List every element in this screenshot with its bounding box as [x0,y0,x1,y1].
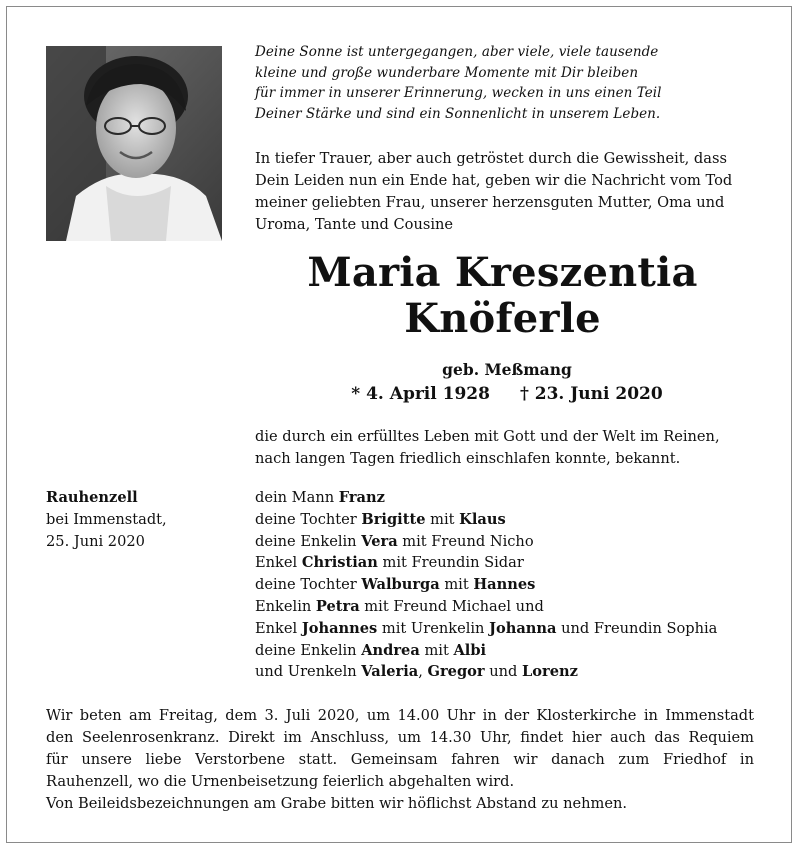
service-text [46,705,754,815]
mourner-text: mit [425,510,460,528]
mourner-line [255,552,785,574]
service-line: für unsere liebe Verstorbene statt. Gemeinsam fahren wir danach zum Friedhof in [46,751,754,768]
closing-line: die durch ein erfülltes Leben mit Gott und der Welt im Reinen, [255,428,720,445]
birth-date: * 4. April 1928 [351,384,490,404]
death-date: † 23. Juni 2020 [519,384,663,404]
mourner-line [255,640,785,662]
mourners-list [255,487,785,683]
mourner-text: deine Enkelin [255,641,362,659]
mourner-text: deine Tochter [255,510,362,528]
mourner-line [255,531,785,553]
mourner-line [255,574,785,596]
deceased-name [230,250,775,342]
poem-line: Deine Sonne ist untergegangen, aber viele, viele tausende [255,44,659,60]
mourner-text: deine Enkelin [255,532,362,550]
mourner-name: Hannes [473,576,536,594]
mourner-text: Enkel [255,554,302,572]
intro-line: Uroma, Tante und Cousine [255,216,454,233]
mourner-name: Petra [315,597,360,615]
memorial-poem [255,42,735,124]
mourner-line [255,596,785,618]
place-and-date [46,487,246,553]
closing-line: nach langen Tagen friedlich einschlafen konnte, bekannt. [255,450,681,467]
mourner-line [255,661,785,683]
mourner-line [255,487,785,509]
place-town: Rauhenzell [46,489,138,506]
service-line: Von Beileidsbezeichnungen am Grabe bitten wir höflichst Abstand zu nehmen. [46,795,628,812]
mourner-text: mit [419,641,454,659]
mourner-text: mit Urenkelin [377,619,490,637]
service-line: Rauhenzell, wo die Urnenbeisetzung feierlich abgehalten wird. [46,773,515,790]
mourner-name: Walburga [361,576,440,594]
mourner-name: Brigitte [361,510,426,528]
mourner-name: Johanna [489,619,557,637]
mourner-name: Gregor [427,663,485,681]
mourner-text: und Freundin Sophia [556,619,718,637]
intro-text [255,148,759,236]
mourner-name: Vera [361,532,398,550]
mourner-text: deine Tochter [255,576,362,594]
poem-line: Deiner Stärke und sind ein Sonnenlicht in unserem Leben. [255,105,661,122]
poem-line: kleine und große wunderbare Momente mit Dir bleiben [255,64,639,81]
closing-text [255,426,759,470]
mourner-name: Lorenz [522,663,578,681]
mourner-text: , [418,663,428,681]
intro-line: In tiefer Trauer, aber auch getröstet durch die Gewissheit, dass [255,150,727,167]
service-line: den Seelenrosenkranz. Direkt im Anschluss, um 14.30 Uhr, findet hier auch das Requiem [46,729,754,746]
mourner-name: Klaus [459,510,506,528]
mourner-line [255,509,785,531]
mourner-name: Andrea [361,641,420,659]
portrait-photo [46,46,222,241]
mourner-text: Enkel [255,619,302,637]
mourner-name: Albi [453,641,487,659]
birth-name: geb. Meßmang [442,360,572,379]
intro-line: Dein Leiden nun ein Ende hat, geben wir die Nachricht vom Tod [255,172,733,189]
mourner-name: Valeria [361,663,419,681]
mourner-name: Johannes [301,619,378,637]
mourner-name: Christian [301,554,378,572]
mourner-line [255,618,785,640]
mourner-text: dein Mann [255,489,339,506]
mourner-text: und Urenkeln [255,663,362,681]
deceased-first-names: Maria Kreszentia [307,249,698,296]
place-region: bei Immenstadt, [46,511,167,528]
service-line: Wir beten am Freitag, dem 3. Juli 2020, um 14.00 Uhr in der Klosterkirche in Immenstadt [46,707,754,724]
notice-date: 25. Juni 2020 [46,533,145,550]
intro-line: meiner geliebten Frau, unserer herzensguten Mutter, Oma und [255,194,725,211]
deceased-surname: Knöferle [404,295,601,342]
mourner-text: mit Freundin Sidar [377,554,524,572]
mourner-text: Enkelin [255,597,316,615]
mourner-text: mit [439,576,474,594]
mourner-text: und [484,663,523,681]
life-dates [255,383,759,405]
mourner-text: mit Freund Michael und [359,597,544,615]
poem-line: für immer in unserer Erinnerung, wecken in uns einen Teil [255,85,662,101]
mourner-name: Franz [338,489,385,506]
mourner-text: mit Freund Nicho [397,532,534,550]
